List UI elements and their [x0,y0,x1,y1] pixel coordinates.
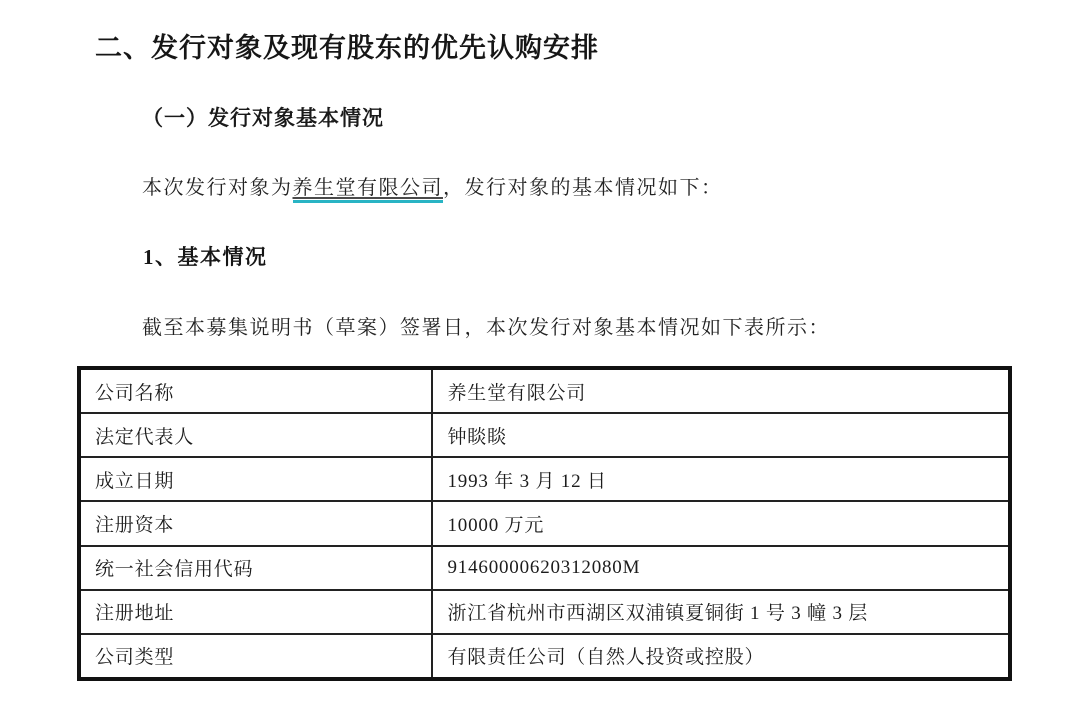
paragraph-suffix: ，发行对象的基本情况如下： [443,177,723,199]
section-heading-sub: （一）发行对象基本情况 [142,107,384,130]
company-name-link[interactable]: 养生堂有限公司 [293,177,444,203]
row-value-cell: 有限责任公司（自然人投资或控股） [432,634,1010,679]
company-info-table [78,367,1011,680]
table-row [80,413,1010,457]
row-value-cell: 91460000620312080M [432,546,1010,590]
table-row [80,457,1010,501]
row-label-cell: 注册资本 [80,501,432,545]
row-label-cell: 注册地址 [80,590,432,634]
row-value-cell: 1993 年 3 月 12 日 [432,457,1010,501]
paragraph-issuance-target [142,171,723,200]
row-value-cell: 10000 万元 [432,501,1010,545]
table-row [80,501,1010,545]
row-label-cell: 公司类型 [80,634,432,679]
row-label-cell: 统一社会信用代码 [80,546,432,590]
row-label-cell: 成立日期 [80,457,432,501]
paragraph-table-intro: 截至本募集说明书（草案）签署日，本次发行对象基本情况如下表所示： [142,317,830,339]
row-label-cell: 法定代表人 [80,413,432,457]
paragraph-prefix: 本次发行对象为 [142,177,293,199]
row-value-cell: 钟睒睒 [432,413,1010,457]
row-label-cell: 公司名称 [80,369,432,414]
table-row [80,369,1010,414]
table-row [80,590,1010,634]
section-heading-main: 二、发行对象及现有股东的优先认购安排 [95,33,599,63]
table-row [80,546,1010,590]
row-value-cell: 养生堂有限公司 [432,369,1010,414]
table-row [80,634,1010,679]
row-value-cell: 浙江省杭州市西湖区双浦镇夏铜街 1 号 3 幢 3 层 [432,590,1010,634]
section-heading-basic-info: 1、基本情况 [143,245,268,269]
